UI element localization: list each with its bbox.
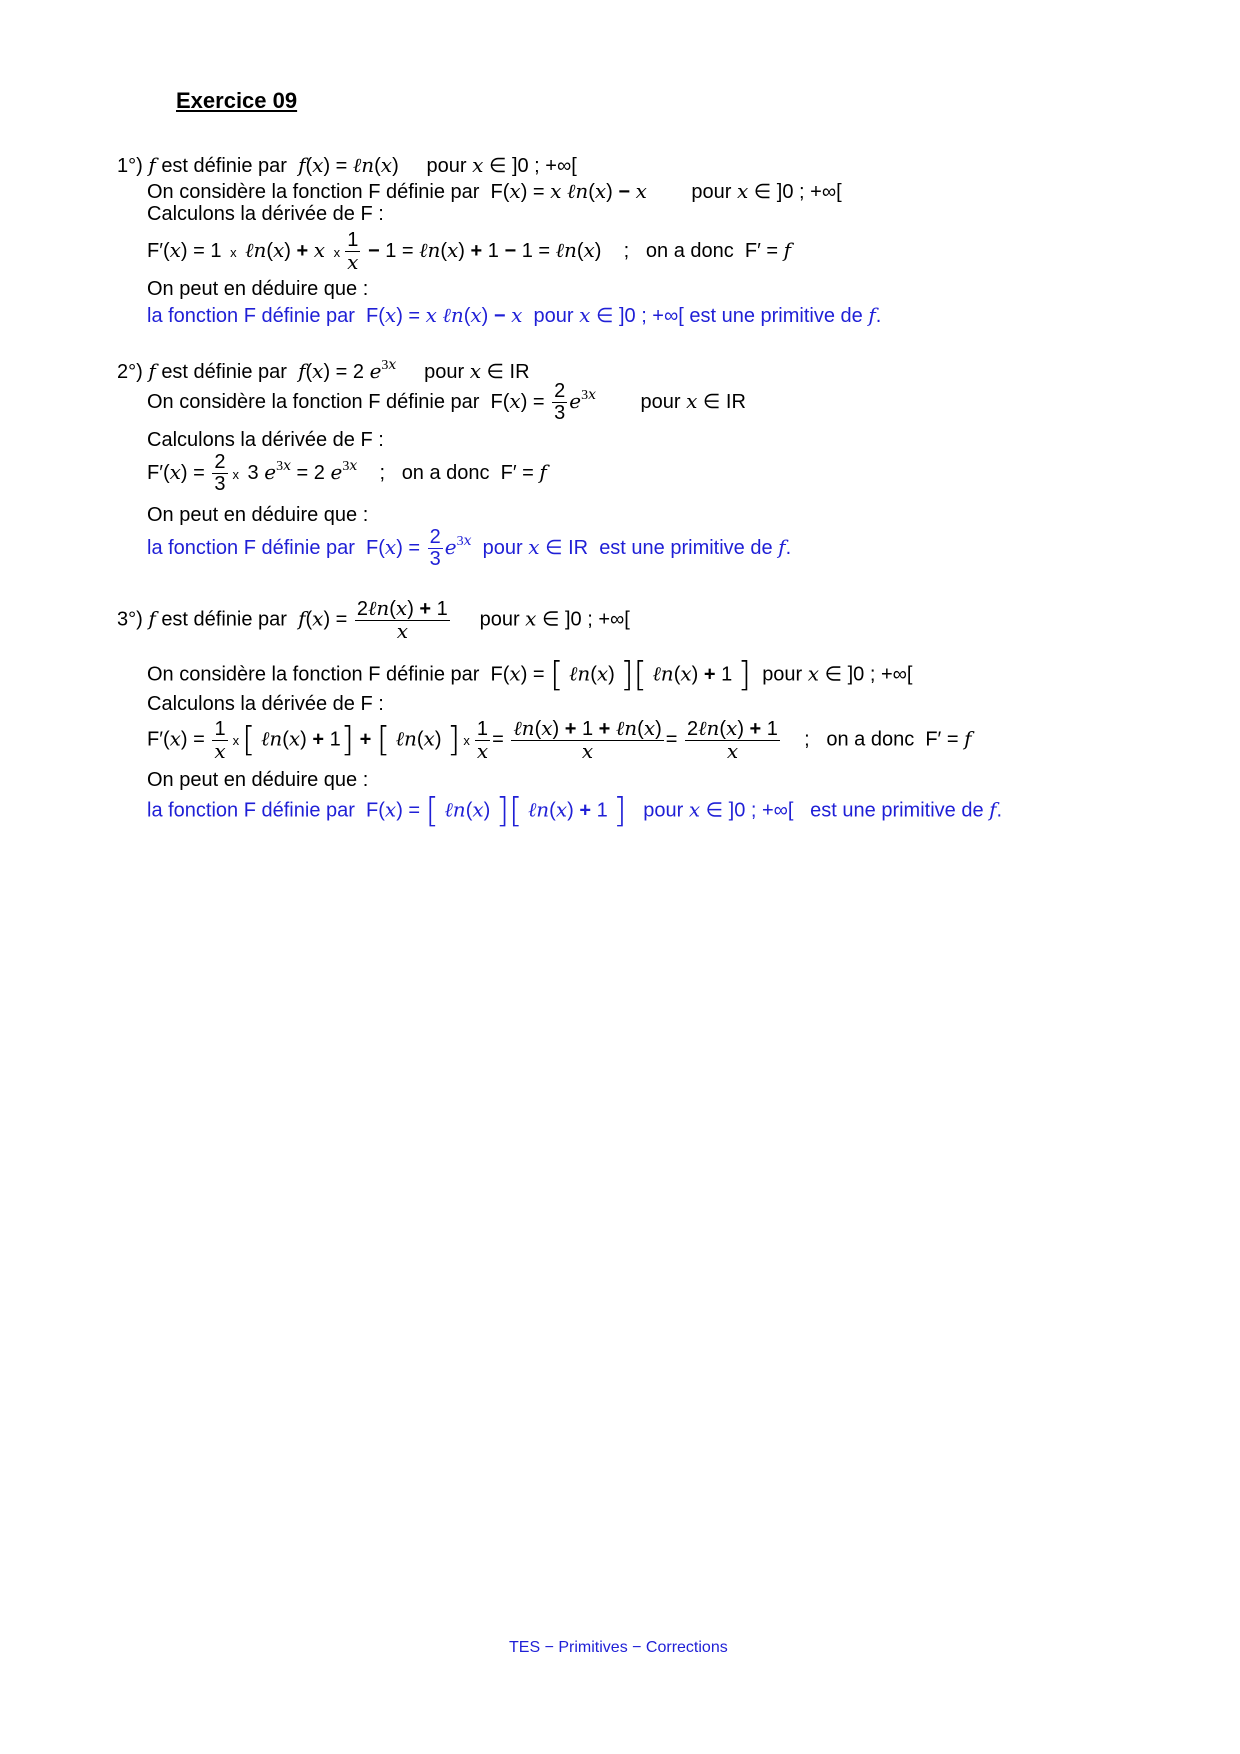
part2-derivative: F′(x) = $\frac{2}{3}$ x 3 $e^{3x} = 2$ $e^{3x}$ ; on a donc F′ = f — [147, 451, 547, 495]
part2-calculons: Calculons la dérivée de F : — [147, 429, 384, 451]
part1-number: 1°) — [117, 155, 143, 177]
part1-consider: On considère la fonction F définie par F(x) = x ℓn(x) − x pour x ∈ ]0 ; +∞[ — [147, 179, 842, 203]
part3-conclusion: la fonction F définie par F(x) = [ ℓn(x) ][ ℓn(x) + 1 ] pour x ∈ ]0 ; +∞[ est une primitive de f. — [147, 791, 1003, 831]
part3-calculons: Calculons la dérivée de F : — [147, 693, 384, 715]
part2-conclusion: la fonction F définie par F(x) = $\frac{2}{3}$ $e^{3x}$ pour x ∈ IR est une primitive de f. — [147, 526, 792, 570]
part1-calculons: Calculons la dérivée de F : — [147, 203, 384, 225]
part3-number: 3°) — [117, 608, 143, 631]
part3-on-peut: On peut en déduire que : — [147, 769, 369, 791]
part1-derivative: F′(x) = 1 x ℓn(x) + x x $\frac{1}{x}$ − 1 = ℓn(x) + 1 − 1 = ℓn(x) ; on a donc F′ = f — [147, 229, 792, 274]
page-title: Exercice 09 — [176, 88, 298, 113]
part2-consider: On considère la fonction F définie par F(x) = $\frac{2}{3}$ $e^{3x}$ pour x ∈ IR — [147, 380, 746, 424]
part1-on-peut: On peut en déduire que : — [147, 278, 369, 300]
part3-consider: On considère la fonction F définie par F(x) = [ ℓn(x) ][ ℓn(x) + 1 ] pour x ∈ ]0 ; +∞[ — [147, 655, 913, 695]
part2-on-peut: On peut en déduire que : — [147, 504, 369, 526]
part2-definition: 2°) f est définie par f(x) = 2 $e^{3x}$ pour x ∈ IR — [117, 357, 530, 383]
page-footer: TES − Primitives − Corrections — [509, 1639, 728, 1656]
part3-definition: 3°) f est définie par f(x) = $\frac{\text{2ℓn(x) + 1}}{x}$ pour x ∈ ]0 ; +∞[ — [117, 596, 630, 643]
part1-definition: 1°) f est définie par f(x) = ℓn(x) pour x ∈ ]0 ; +∞[ — [117, 153, 577, 177]
part1-conclusion: la fonction F définie par F(x) = x ℓn(x) − x pour x ∈ ]0 ; +∞[ est une primitive de f. — [147, 303, 882, 327]
part2-number: 2°) — [117, 361, 143, 383]
part3-derivative: F′(x) = $\frac{1}{x}$ x[ ℓn(x) + 1] + [ ℓn(x) ] x $\frac{1}{x}$ = $\frac{\text{ℓn(x) + 1 + ℓn(x)}}{x}$ = $\frac{\text{2ℓn(x) + 1}}{x}$ ; on a donc F′ = f — [147, 716, 972, 763]
